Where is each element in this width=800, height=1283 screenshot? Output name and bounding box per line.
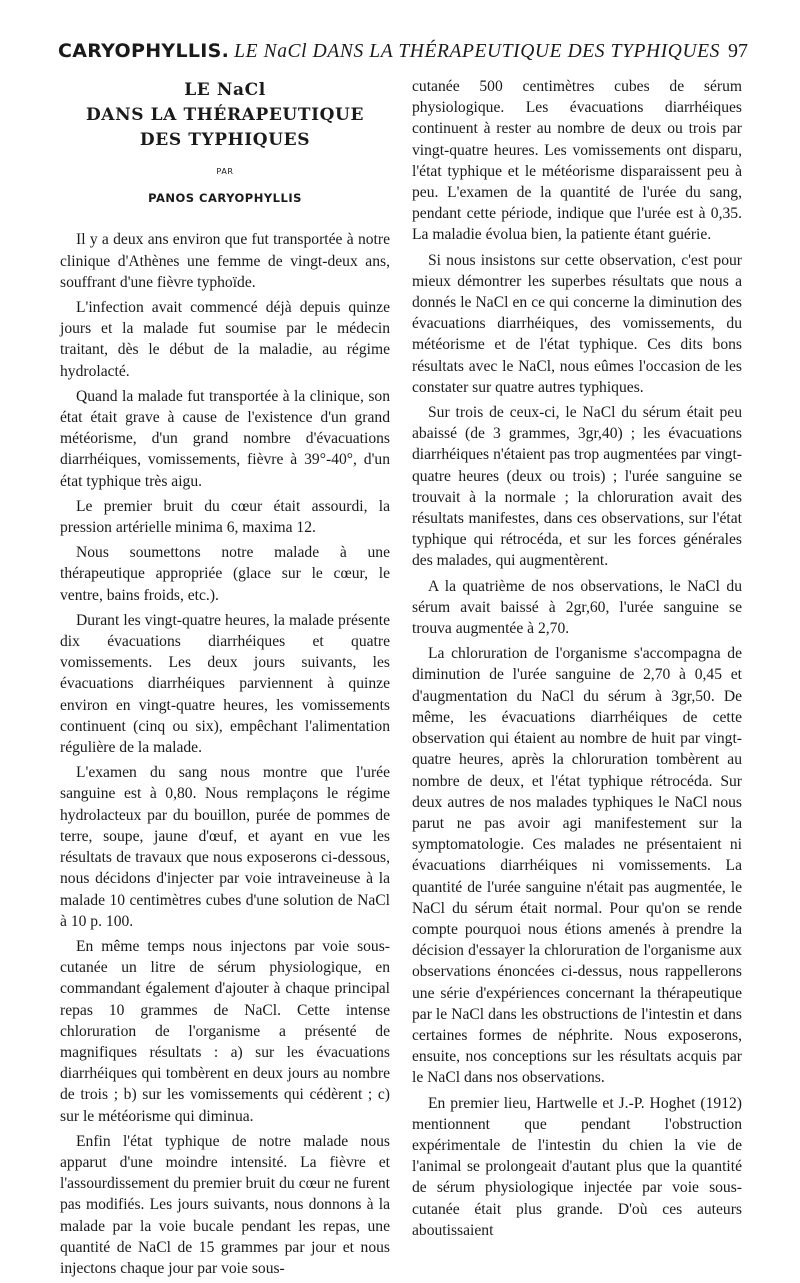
- paragraph: En premier lieu, Hartwelle et J.-P. Hoghet (1912) mentionnent que pendant l'obstruction expérimentale de l'intestin du chien la vie de l'animal se prolongeait d'autant plus que la quantité de sérum physiologique injectée par voie sous-cutanée était plus grande. D'où ces auteurs aboutissaient: [412, 1094, 742, 1239]
- paragraph: cutanée 500 centimètres cubes de sérum physiologique. Les évacuations diarrhéiques continuent à rester au nombre de deux ou trois par vingt-quatre heures. Les vomissements ont disparu, l'état typhique et le météorisme disparaissent peu à peu. L'examen de la quantité de l'urée du sang, pendant cette période, indique que l'urée est à 0,35. La maladie évolua bien, la patiente étant guérie.: [412, 78, 742, 244]
- paragraph: Sur trois de ceux-ci, le NaCl du sérum était peu abaissé (de 3 grammes, 3gr,40) ; les évacuations diarrhéiques n'étaient pas trop augmentées par vingt-quatre heures (deux ou trois) ; l'urée sanguine se trouvait à la normale ; la chloruration avait des résultats manifestes, dans ces observations, sur l'état typhique qui rétrocéda, et sur les forces générales des malades, qui augmentèrent.: [412, 404, 742, 570]
- paragraph: Le premier bruit du cœur était assourdi, la pression artérielle minima 6, maxima 12.: [60, 497, 390, 537]
- paragraph: Il y a deux ans environ que fut transportée à notre clinique d'Athènes une femme de vingt-deux ans, souffrant d'une fièvre typhoïde.: [60, 231, 390, 291]
- paragraph: Nous soumettons notre malade à une thérapeutique appropriée (glace sur le cœur, le ventre, bains froids, etc.).: [60, 544, 390, 604]
- paragraph: Durant les vingt-quatre heures, la malade présente dix évacuations diarrhéiques et quatre vomissements. Les deux jours suivants, les évacuations diarrhéiques parviennent à quinze environ en vingt-quatre heures, les vomissements continuent (cinq ou six), empêchant l'alimentation régulière de la malade.: [60, 611, 390, 757]
- page-number: 97: [728, 40, 748, 62]
- right-column: [412, 76, 742, 1245]
- article-title-line: LE NaCl: [184, 80, 266, 100]
- left-column: [60, 76, 390, 1283]
- paragraph: Enfin l'état typhique de notre malade nous apparut d'une moindre intensité. La fièvre et l'assourdissement du premier bruit du cœur ne furent pas modifiés. Les jours suivants, nous donnons à la malade par la voie bucale pendant les repas, une quantité de NaCl de 15 grammes par jour et nous injectons chaque jour par voie sous-: [60, 1132, 390, 1277]
- paragraph: L'examen du sang nous montre que l'urée sanguine est à 0,80. Nous remplaçons le régime hydrolacteux par du bouillon, purée de pommes de terre, soupe, jaune d'œuf, et ayant en vue les résultats de travaux que nous exposerons ci-dessous, nous décidons d'injecter par voie intraveineuse à la malade 10 centimètres cubes d'une solution de NaCl à 10 p. 100.: [60, 764, 390, 930]
- article-title-line: DES TYPHIQUES: [139, 130, 311, 150]
- running-head-title: LE NaCl DANS LA THÉRAPEUTIQUE DES TYPHIQUES: [234, 41, 721, 62]
- paragraph: La chloruration de l'organisme s'accompagna de diminution de l'urée sanguine de 2,70 à 0,45 et d'augmentation du NaCl du sérum à 3gr,50. De même, les évacuations diarrhéiques de cette observation qui étaient au nombre de huit par vingt-quatre heures, après la chloruration tombèrent au nombre de deux, et l'état typhique rétrocéda. Sur deux autres de nos malades typhiques le NaCl nous parut ne pas avoir agi manifestement sur la symptomatologie. Ces malades ne présentaient ni évacuations diarrhéiques ni vomissements. La quantité de l'urée sanguine n'était pas augmentée, le NaCl du sérum était normal. Pour qu'on se rende compte pourquoi nous étions amenés à prendre la décision d'essayer la chloruration de l'organisme aux observations énoncées ci-dessus, nous rappellerons une série d'expériences concernant la thérapeutique par le NaCl dans les obstructions de l'intestin et dans certaines formes de néphrite. Nous exposerons, ensuite, nos conceptions sur les résultats acquis par le NaCl dans nos observations.: [412, 645, 742, 1087]
- running-head: [58, 40, 748, 70]
- article-title: [60, 78, 390, 153]
- paragraph: A la quatrième de nos observations, le NaCl du sérum avait baissé à 2gr,60, l'urée sanguine se trouva augmentée à 2,70.: [412, 577, 742, 638]
- paragraph: L'infection avait commencé déjà depuis quinze jours et la malade fut soumise par le médecin traitant, dès le début de la maladie, au régime hydrolacté.: [60, 299, 390, 380]
- paragraph: En même temps nous injectons par voie sous-cutanée un litre de sérum physiologique, en commandant également d'ajouter à chaque principal repas 10 grammes de NaCl. Cette intense chloruration de l'organisme a présenté de magnifiques résultats : a) sur les évacuations diarrhéiques qui tombèrent en deux jours au nombre de trois ; b) sur les vomissements qui cédèrent ; c) sur le météorisme qui diminua.: [60, 937, 390, 1125]
- running-head-author: CARYOPHYLLIS.: [58, 40, 230, 62]
- article-title-line: DANS LA THÉRAPEUTIQUE: [85, 105, 365, 125]
- byline-author: PANOS CARYOPHYLLIS: [148, 191, 302, 206]
- byline-par: PAR: [216, 167, 234, 176]
- paragraph: Quand la malade fut transportée à la clinique, son état était grave à cause de l'existence d'un grand météorisme, d'un grand nombre d'évacuations diarrhéiques, vomissements, fièvre à 39°-40°, d'un état typhique très aigu.: [60, 387, 390, 490]
- paragraph: Si nous insistons sur cette observation, c'est pour mieux démontrer les superbes résultats que nous a donnés le NaCl en ce qui concerne la diminution des évacuations diarrhéiques, des vomissements, du météorisme et de l'état typhique. Ces dits bons résultats avec le NaCl, nous eûmes l'occasion de les constater sur quatre autres typhiques.: [412, 251, 742, 396]
